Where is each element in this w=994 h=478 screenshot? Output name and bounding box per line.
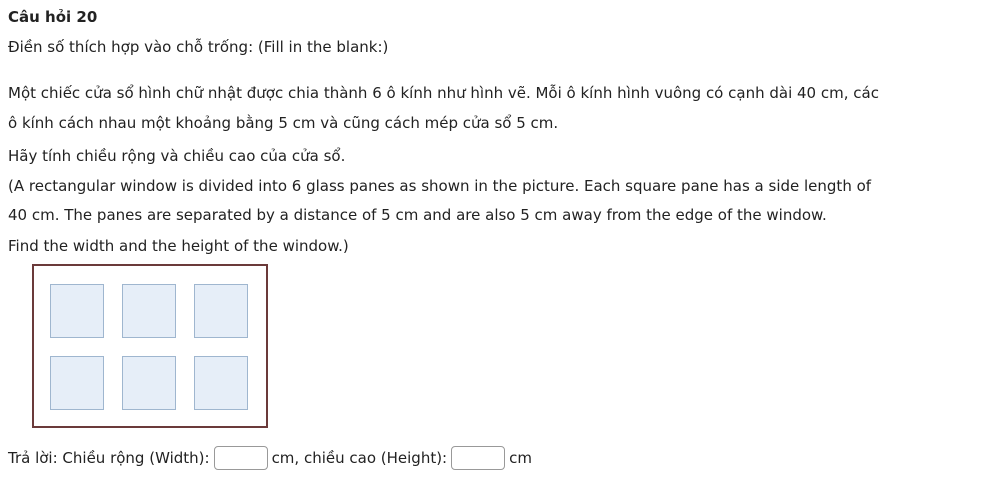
answer-suffix: cm — [509, 449, 532, 467]
glass-pane — [50, 356, 104, 410]
glass-pane — [194, 356, 248, 410]
problem-text-en-3: Find the width and the height of the window.) — [8, 237, 349, 255]
answer-middle: cm, chiều cao (Height): — [271, 449, 448, 467]
problem-text-vi-3: Hãy tính chiều rộng và chiều cao của cửa sổ. — [8, 147, 346, 165]
question-title: Câu hỏi 20 — [8, 8, 98, 26]
window-figure — [32, 264, 268, 428]
problem-text-vi-2: ô kính cách nhau một khoảng bằng 5 cm và cũng cách mép cửa sổ 5 cm. — [8, 114, 559, 132]
glass-pane — [194, 284, 248, 338]
glass-pane — [122, 356, 176, 410]
glass-pane — [50, 284, 104, 338]
instruction-text: Điền số thích hợp vào chỗ trống: (Fill in the blank:) — [8, 38, 389, 56]
problem-text-en-1: (A rectangular window is divided into 6 glass panes as shown in the picture. Each square pane has a side length of — [8, 177, 872, 195]
problem-text-vi-1: Một chiếc cửa sổ hình chữ nhật được chia thành 6 ô kính như hình vẽ. Mỗi ô kính hình vuông có cạnh dài 40 cm, các — [8, 84, 879, 102]
width-input[interactable] — [214, 446, 268, 470]
height-input[interactable] — [451, 446, 505, 470]
answer-row — [8, 446, 532, 470]
glass-pane — [122, 284, 176, 338]
answer-prefix: Trả lời: Chiều rộng (Width): — [8, 449, 210, 467]
problem-text-en-2: 40 cm. The panes are separated by a distance of 5 cm and are also 5 cm away from the edge of the window. — [8, 206, 827, 224]
